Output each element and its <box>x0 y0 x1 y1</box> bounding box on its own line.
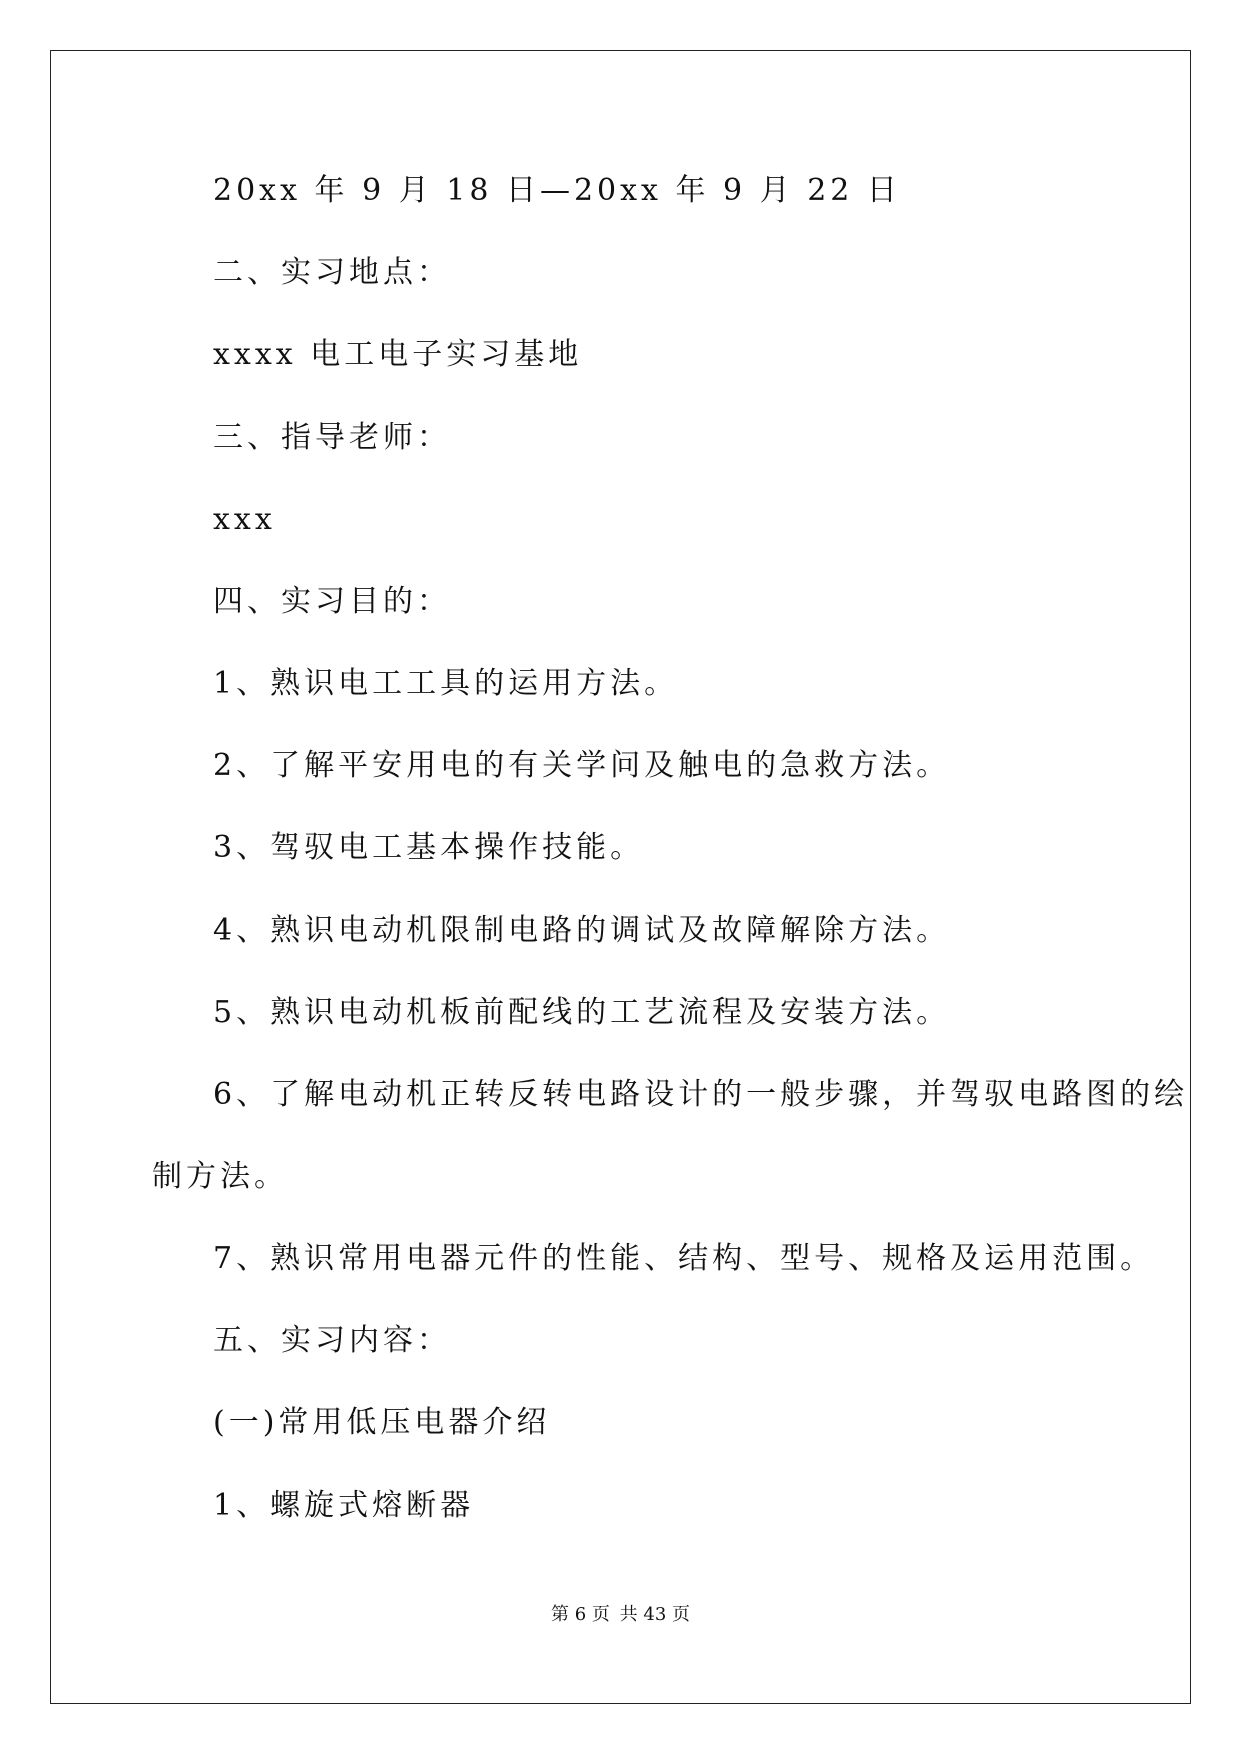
section-heading-location: 二、实习地点： <box>213 255 451 290</box>
purpose-item-7: 7、熟识常用电器元件的性能、结构、型号、规格及运用范围。 <box>213 1241 1155 1276</box>
section-heading-instructor: 三、指导老师： <box>213 420 451 455</box>
location-text: xxxx 电工电子实习基地 <box>213 337 583 372</box>
total-pages: 共 43 页 <box>619 1604 690 1625</box>
date-range-line: 20xx 年 9 月 18 日—20xx 年 9 月 22 日 <box>213 173 901 208</box>
purpose-item-3: 3、驾驭电工基本操作技能。 <box>213 830 645 865</box>
page-border <box>50 50 1191 1704</box>
section-heading-content: 五、实习内容： <box>213 1323 451 1358</box>
page-number: 第 6 页 <box>551 1604 610 1625</box>
purpose-item-2: 2、了解平安用电的有关学问及触电的急救方法。 <box>213 748 951 783</box>
purpose-item-5: 5、熟识电动机板前配线的工艺流程及安装方法。 <box>213 995 951 1030</box>
purpose-item-1: 1、熟识电工工具的运用方法。 <box>213 666 679 701</box>
page-footer <box>0 1600 1241 1626</box>
content-item-1: 1、螺旋式熔断器 <box>213 1488 475 1523</box>
subsection-heading: (一)常用低压电器介绍 <box>213 1405 551 1440</box>
purpose-item-4: 4、熟识电动机限制电路的调试及故障解除方法。 <box>213 913 951 948</box>
instructor-text: xxx <box>213 502 276 537</box>
section-heading-purpose: 四、实习目的： <box>213 584 451 619</box>
purpose-item-6-continued: 制方法。 <box>152 1159 288 1194</box>
purpose-item-6: 6、了解电动机正转反转电路设计的一般步骤，并驾驭电路图的绘 <box>213 1077 1189 1112</box>
